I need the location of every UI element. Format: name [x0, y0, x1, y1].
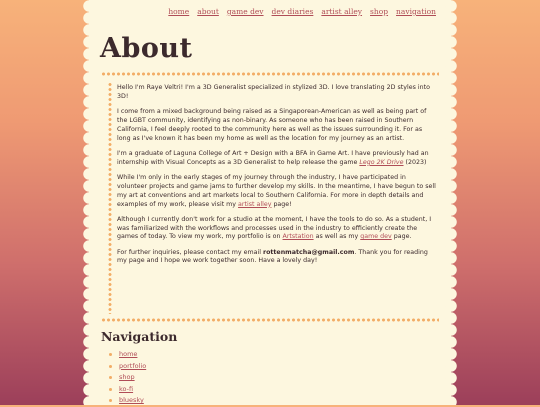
portfolio-text-mid: as well as my [313, 233, 361, 241]
contact-email: rottenmatcha@gmail.com [262, 248, 355, 256]
nav-list-item-portfolio [109, 361, 146, 373]
dotted-border-left [108, 82, 112, 314]
about-paragraph-education [117, 150, 437, 168]
navigation-heading: Navigation [101, 329, 178, 344]
topnav-link-navigation[interactable]: navigation [396, 7, 436, 16]
about-paragraph-contact [117, 249, 437, 267]
topnav-link-shop[interactable]: shop [370, 7, 389, 16]
dotted-divider-bottom [101, 318, 439, 322]
nav-link-home[interactable]: home [119, 350, 138, 358]
nav-link-ko-fi[interactable]: ko-fi [119, 384, 134, 393]
nav-list-item-home [109, 349, 146, 361]
portfolio-text: Although I currently don't work for a studio at the moment, I have the tools to do so. As a student, I was familiarized with the workflows and processes used in the industry to efficiently create the games of today. To view my work, my portfolio is on [117, 215, 432, 241]
scalloped-edge-right [445, 0, 457, 405]
top-navigation [160, 7, 436, 16]
nav-link-shop[interactable]: shop [119, 373, 135, 381]
topnav-link-game-dev[interactable]: game dev [226, 7, 264, 16]
about-paragraph-journey [117, 174, 437, 210]
topnav-link-artist-alley[interactable]: artist alley [321, 7, 363, 16]
artist-alley-link[interactable]: artist alley [238, 200, 272, 208]
nav-list-item-ko-fi [109, 384, 146, 396]
education-year: (2023) [403, 158, 427, 166]
journey-text: While I'm only in the early stages of my journey through the industry, I have participated in volunteer projects and game jams to further develop my skills. In the meantime, I have begun to sell my art at conventions and art markets local to Southern California. For more in depth details and examples of my work, please visit my [117, 173, 436, 208]
about-paragraph-portfolio [117, 216, 437, 243]
about-paragraph-background: I come from a mixed background being raised as a Singaporean-American as well as being part of the LGBT community, identifying as non-binary. As someone who has been raised in Southern California, I feel deeply rooted to the community here as well as the issues surrounding it. For as long as I've known it has been my home as well as the location for my journey as an artist. [117, 108, 427, 142]
portfolio-text-end: page. [391, 233, 412, 241]
topnav-link-home[interactable]: home [168, 7, 190, 16]
page-title: About [100, 33, 193, 64]
navigation-list [109, 349, 146, 407]
journey-text-end: page! [271, 200, 292, 208]
about-content [117, 84, 437, 273]
dotted-divider-top [101, 72, 439, 76]
artstation-link[interactable]: Artstation [282, 233, 314, 241]
education-text: I'm a graduate of Laguna College of Art + Design with a BFA in Game Art. I have previously had an internship with Visual Concepts as a 3D Generalist to help release the game [117, 149, 429, 166]
topnav-link-about[interactable]: about [197, 7, 219, 16]
lego-2k-drive-link[interactable]: Lego 2K Drive [359, 158, 404, 166]
nav-list-item-shop [109, 372, 146, 384]
scalloped-edge-left [83, 0, 95, 405]
game-dev-link[interactable]: game dev [360, 233, 392, 241]
nav-link-portfolio[interactable]: portfolio [119, 361, 147, 370]
contact-text: For further inquiries, please contact my email [117, 248, 263, 256]
contact-text-end: . Thank you for reading my page and I hope we work together soon. Have a lovely day! [117, 248, 428, 265]
topnav-link-dev-diaries[interactable]: dev diaries [271, 7, 314, 16]
about-paragraph-intro: Hello I'm Raye Veltri! I'm a 3D Generalist specialized in stylized 3D. I love translating 2D styles into 3D! [117, 84, 430, 100]
nav-link-bluesky[interactable]: bluesky [119, 396, 144, 404]
